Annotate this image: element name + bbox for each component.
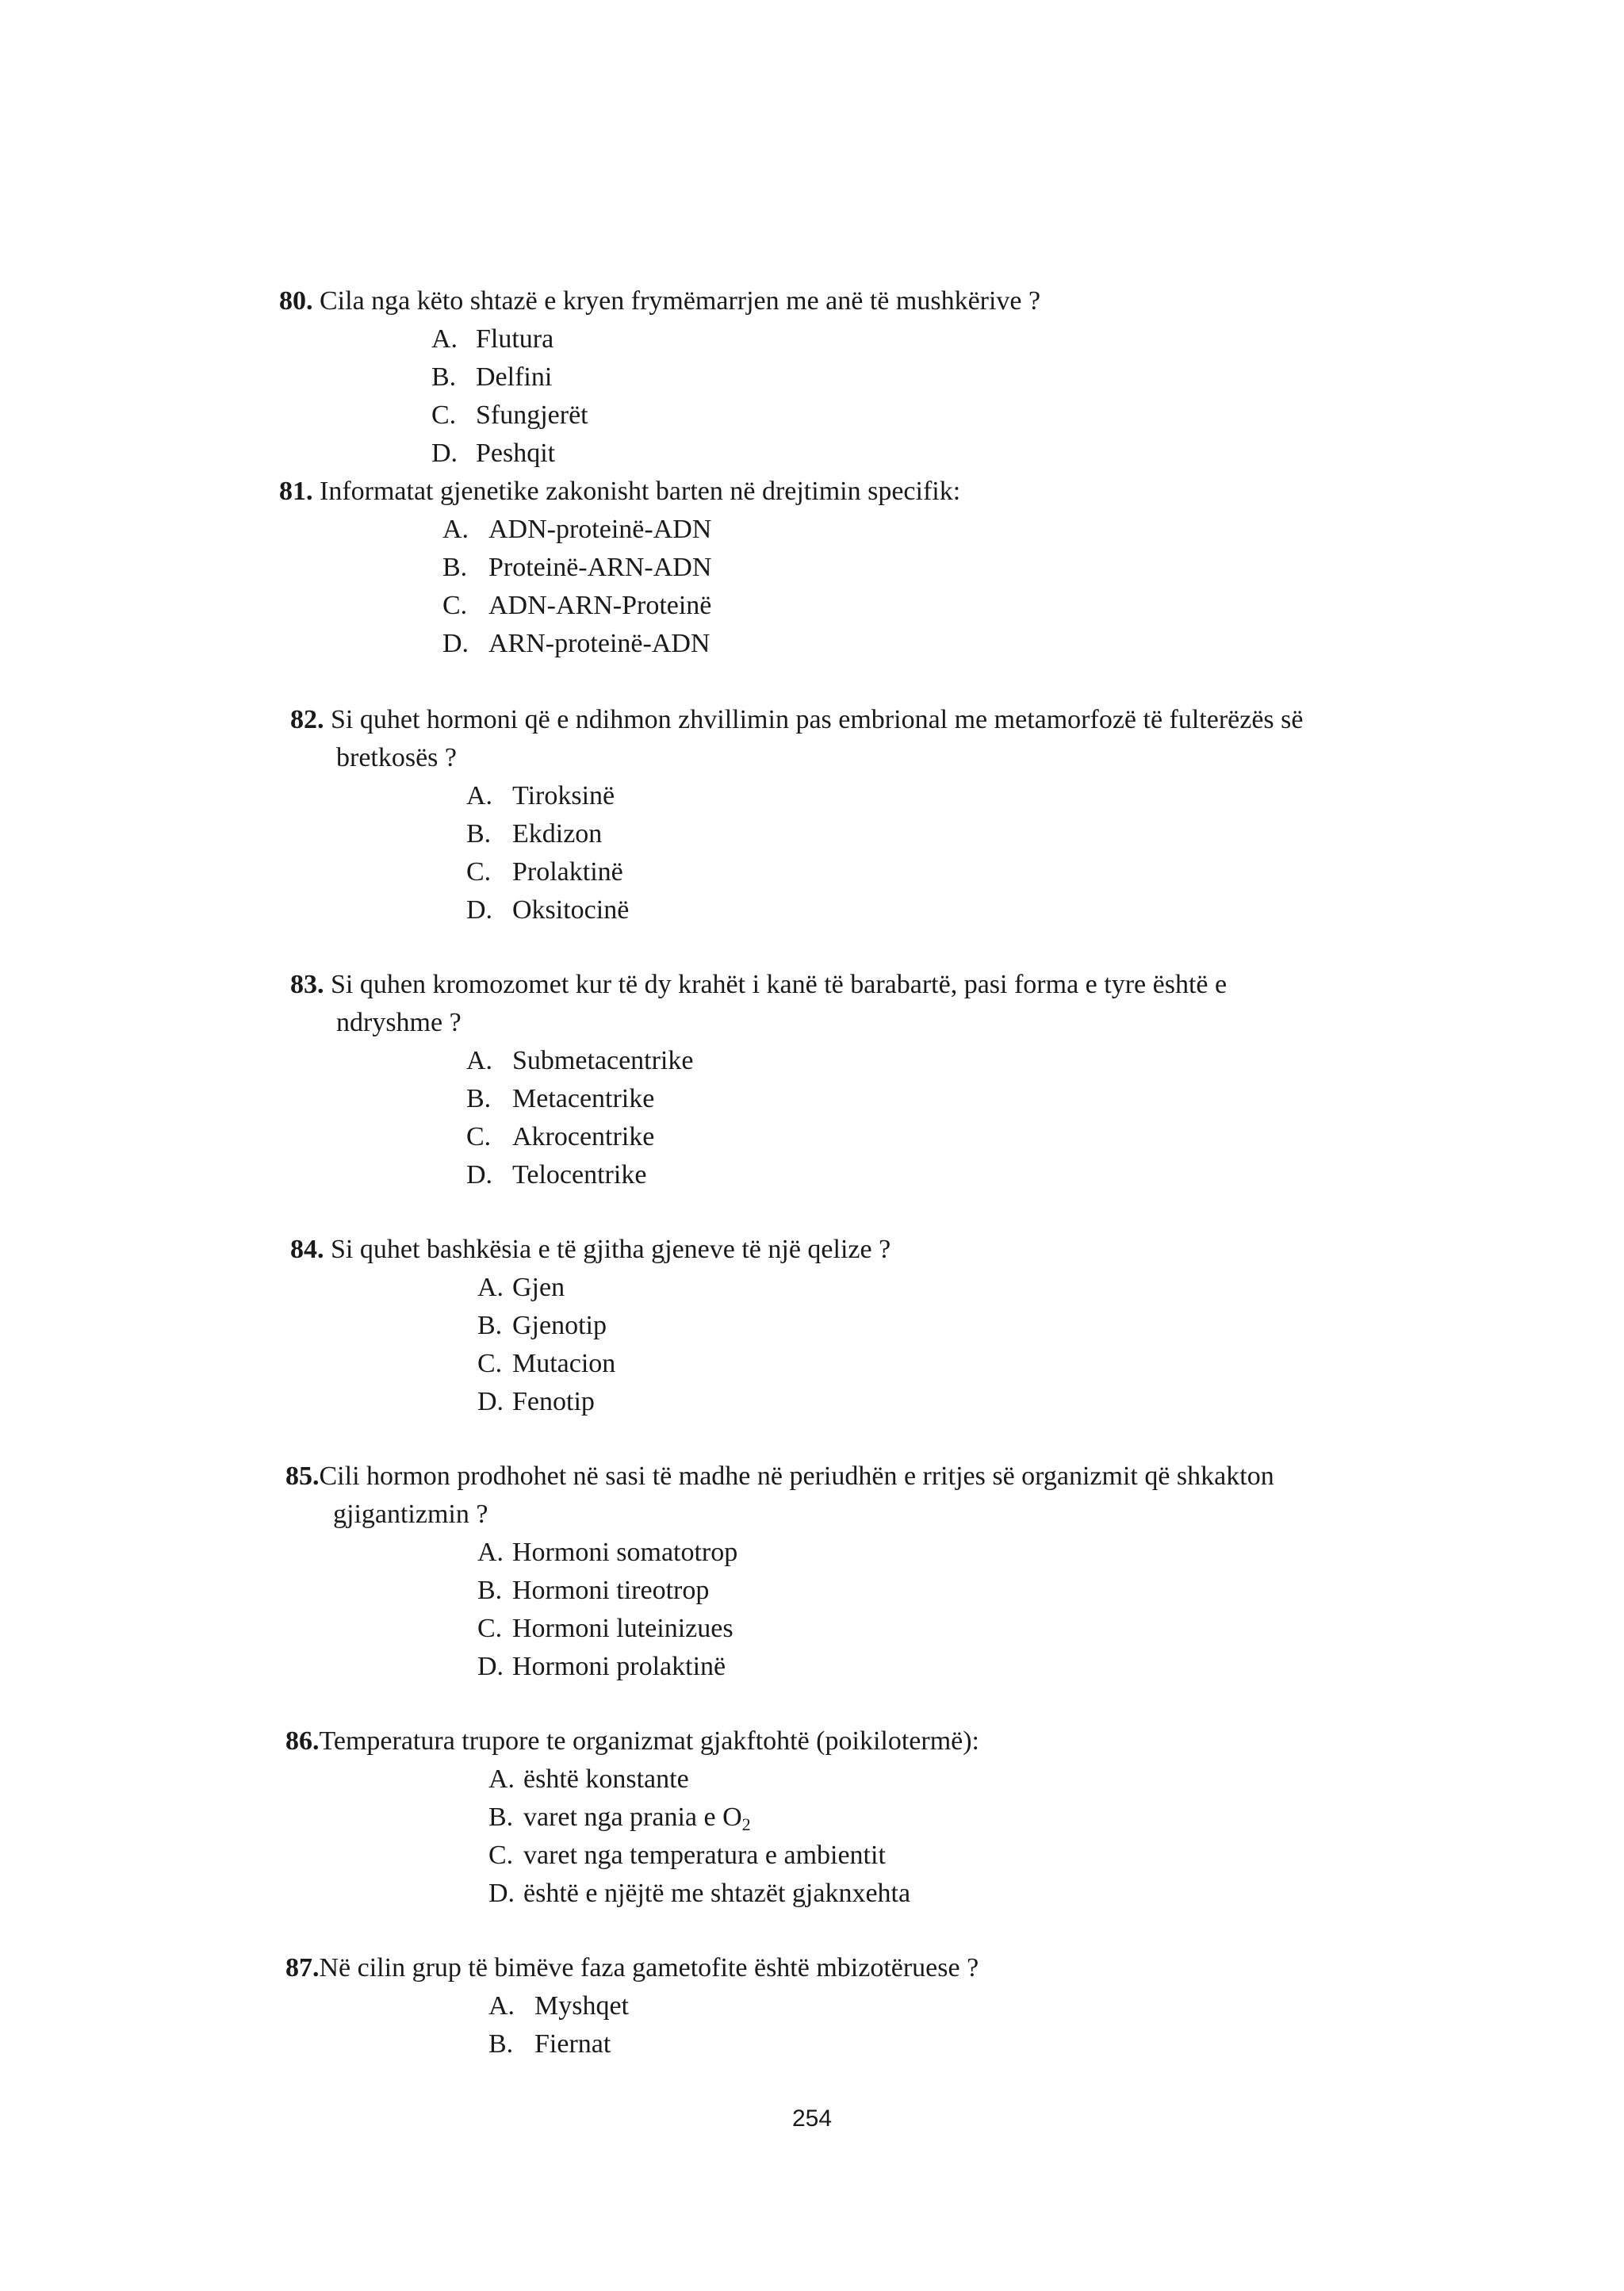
option-a	[466, 1042, 693, 1080]
question-text: Cili hormon prodhohet në sasi të madhe në periudhën e rritjes së organizmit që shkakton	[319, 1462, 1274, 1491]
question-number: 80.	[279, 286, 313, 316]
question-87	[285, 1949, 979, 1987]
question-81	[279, 473, 960, 511]
option-b	[466, 1080, 654, 1118]
question-number: 83.	[290, 970, 324, 999]
option-letter: B.	[431, 362, 457, 392]
option-letter: A.	[488, 1991, 515, 2021]
option-letter: A.	[488, 1764, 515, 1794]
option-text: Delfini	[476, 362, 553, 392]
option-letter: C.	[431, 400, 457, 430]
option-text: varet nga prania e O	[523, 1803, 742, 1832]
option-letter: A.	[477, 1273, 504, 1302]
option-letter: C.	[466, 1122, 492, 1151]
option-text: Gjen	[512, 1273, 565, 1302]
option-text: Hormoni luteinizues	[512, 1614, 733, 1643]
option-letter: B.	[442, 553, 468, 582]
option-letter: C.	[442, 591, 468, 620]
option-text: Fenotip	[512, 1387, 595, 1416]
question-number: 81.	[279, 477, 313, 506]
option-letter: B.	[477, 1311, 503, 1340]
option-letter: A.	[442, 515, 469, 544]
option-letter: D.	[488, 1879, 515, 1908]
option-text: Proteinë-ARN-ADN	[488, 553, 712, 582]
option-letter: D.	[477, 1387, 504, 1416]
option-text: varet nga temperatura e ambientit	[523, 1841, 886, 1870]
option-text: Metacentrike	[512, 1084, 655, 1113]
option-text: Hormoni prolaktinë	[512, 1652, 726, 1681]
option-text: Peshqit	[476, 439, 556, 468]
option-d	[488, 1875, 910, 1913]
option-text: Telocentrike	[512, 1160, 647, 1190]
option-c	[466, 1118, 654, 1156]
page-number: 254	[791, 2105, 833, 2132]
option-text: Gjenotip	[512, 1311, 607, 1340]
option-text: Fiernat	[534, 2029, 611, 2059]
option-d	[431, 435, 555, 473]
option-c	[431, 397, 588, 435]
option-letter: D.	[466, 1160, 493, 1190]
option-a	[477, 1534, 737, 1572]
question-text: Si quhen kromozomet kur të dy krahët i kanë të barabartë, pasi forma e tyre është e	[331, 970, 1228, 999]
option-a	[488, 1987, 629, 2025]
option-b	[488, 2025, 611, 2063]
option-c	[477, 1610, 733, 1648]
question-text-continuation: gjigantizmin ?	[333, 1500, 488, 1529]
option-letter: C.	[466, 857, 492, 887]
option-text: Prolaktinë	[512, 857, 623, 887]
option-c	[488, 1837, 886, 1875]
option-text: ADN-proteinë-ADN	[488, 515, 712, 544]
option-letter: B.	[488, 1803, 514, 1832]
option-c	[466, 853, 623, 891]
question-number: 82.	[290, 705, 324, 734]
option-letter: A.	[466, 1046, 493, 1075]
option-letter: B.	[466, 1084, 492, 1113]
option-text: ADN-ARN-Proteinë	[488, 591, 712, 620]
option-letter: A.	[431, 324, 458, 354]
option-letter: C.	[477, 1614, 503, 1643]
option-b	[477, 1307, 607, 1345]
option-text: Akrocentrike	[512, 1122, 655, 1151]
question-86	[285, 1722, 979, 1760]
question-number: 84.	[290, 1235, 324, 1264]
question-text: Si quhet bashkësia e të gjitha gjeneve të një qelize ?	[331, 1235, 891, 1264]
option-a	[442, 511, 711, 549]
question-number: 86.	[285, 1726, 320, 1756]
option-c	[442, 587, 711, 625]
option-d	[466, 1156, 646, 1194]
question-text: Si quhet hormoni që e ndihmon zhvillimin pas embrional me metamorfozë të fulterëzës së	[331, 705, 1304, 734]
option-a	[488, 1760, 689, 1799]
option-b	[466, 815, 602, 853]
option-letter: B.	[466, 819, 492, 849]
option-text: Hormoni somatotrop	[512, 1538, 738, 1567]
question-80	[279, 282, 1040, 320]
question-85	[285, 1458, 1274, 1496]
option-text: Ekdizon	[512, 819, 603, 849]
question-text: Informatat gjenetike zakonisht barten në drejtimin specifik:	[320, 477, 961, 506]
option-text: është konstante	[523, 1764, 689, 1794]
option-text: Tiroksinë	[512, 781, 615, 810]
option-letter: B.	[477, 1576, 503, 1605]
question-83	[290, 966, 1227, 1004]
option-letter: D.	[431, 439, 458, 468]
option-letter: D.	[442, 629, 469, 658]
option-letter: D.	[466, 895, 493, 925]
question-text: Në cilin grup të bimëve faza gametofite është mbizotëruese ?	[319, 1953, 979, 1983]
option-text: Submetacentrike	[512, 1046, 694, 1075]
option-text: Myshqet	[534, 1991, 629, 2021]
option-text: Oksitocinë	[512, 895, 630, 925]
question-text: Cila nga këto shtazë e kryen frymëmarrjen me anë të mushkërive ?	[320, 286, 1041, 316]
option-text: ARN-proteinë-ADN	[488, 629, 710, 658]
question-84	[290, 1231, 891, 1269]
option-text: Sfungjerët	[476, 400, 588, 430]
question-82	[290, 701, 1304, 739]
question-number: 87.	[285, 1953, 320, 1983]
question-text: Temperatura trupore te organizmat gjakftohtë (poikilotermë):	[319, 1726, 980, 1756]
option-letter: B.	[488, 2029, 514, 2059]
option-letter: C.	[477, 1349, 503, 1378]
option-b	[442, 549, 711, 587]
option-letter: D.	[477, 1652, 504, 1681]
option-a	[431, 320, 553, 358]
option-letter: A.	[477, 1538, 504, 1567]
option-d	[442, 625, 710, 663]
option-c	[477, 1345, 615, 1383]
option-text: Flutura	[476, 324, 554, 354]
option-text: Mutacion	[512, 1349, 616, 1378]
question-text-continuation: ndryshme ?	[336, 1008, 462, 1037]
option-d	[477, 1383, 595, 1421]
question-number: 85.	[285, 1462, 320, 1491]
option-d	[466, 891, 629, 929]
option-letter: C.	[488, 1841, 514, 1870]
option-text: Hormoni tireotrop	[512, 1576, 710, 1605]
option-b	[477, 1572, 709, 1610]
option-letter: A.	[466, 781, 493, 810]
option-a	[477, 1269, 565, 1307]
option-b	[488, 1799, 751, 1837]
option-b	[431, 358, 552, 397]
option-text: është e njëjtë me shtazët gjaknxehta	[523, 1879, 911, 1908]
subscript: 2	[741, 1814, 751, 1834]
option-a	[466, 777, 615, 815]
question-text-continuation: bretkosës ?	[336, 743, 458, 772]
option-d	[477, 1648, 726, 1686]
